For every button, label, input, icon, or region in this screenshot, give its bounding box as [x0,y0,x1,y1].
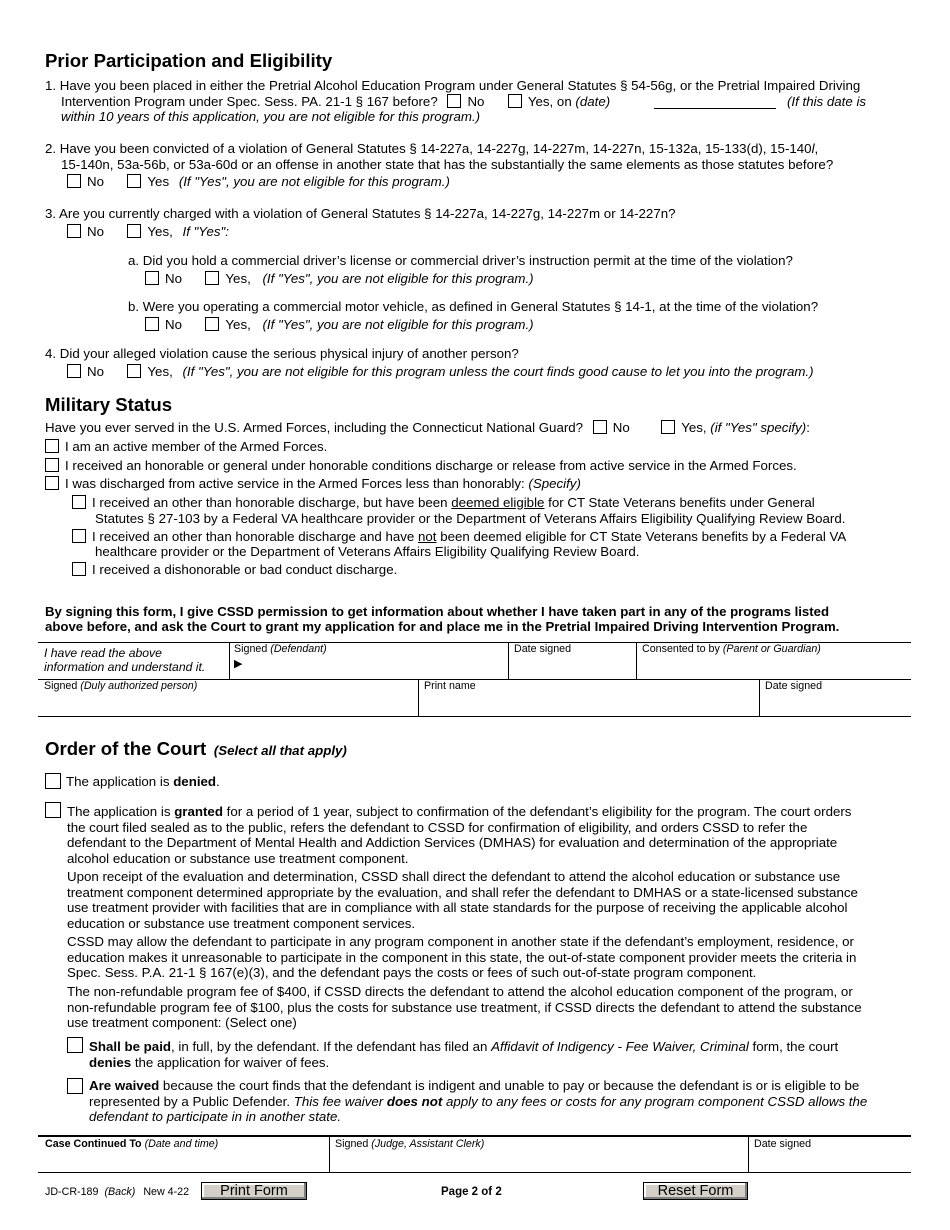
not-deemed-eligible-checkbox[interactable] [72,529,86,543]
q2-no-checkbox[interactable] [67,174,81,188]
fee-paid-checkbox[interactable] [67,1037,83,1053]
guardian-consent-field[interactable]: Consented to by (Parent or Guardian) [642,643,821,655]
deemed-eligible-checkbox[interactable] [72,495,86,509]
military-heading: Military Status [45,394,173,415]
denied-checkbox[interactable] [45,773,61,789]
question-1: 1. Have you been placed in either the Pretrial Alcohol Education Program under General Statutes § 54-56g, or the Pretrial Impaired Driving Intervention Program under Spec. Sess. PA. 21-1 § 167 before? No Yes, on (date) (If this date is within 10 years of this application, you are not eligible for this program.) [45,78,867,125]
print-name-field[interactable]: Print name [424,680,476,692]
q3a-no-checkbox[interactable] [145,271,159,285]
question-4: 4. Did your alleged violation cause the serious physical injury of another person? No Yes, (If "Yes", you are not eligible for this program unless the court finds good cause to let you into the program.) [45,346,814,379]
form-id: JD-CR-189 (Back) New 4-22 [45,1186,190,1198]
arrow-icon: ▶ [234,657,243,670]
order-heading: Order of the Court (Select all that apply) [45,738,347,759]
case-continued-field[interactable]: Case Continued To (Date and time) [45,1138,219,1150]
military-yes-checkbox[interactable] [661,420,675,434]
q4-yes-checkbox[interactable] [127,364,141,378]
military-no-checkbox[interactable] [593,420,607,434]
judge-date-signed-field[interactable]: Date signed [754,1138,812,1150]
less-than-honorable-checkbox[interactable] [45,476,59,490]
judge-signature-field[interactable]: Signed (Judge, Assistant Clerk) [335,1138,485,1150]
q3a-yes-checkbox[interactable] [205,271,219,285]
q1-yes-checkbox[interactable] [508,94,522,108]
discharge-sub-options: I received an other than honorable discharge, but have been deemed eligible for CT State Veterans benefits under General Statutes § 27-103 by a Federal VA healthcare provider or the Department of Veterans Affairs Eligibility Qualifying Review Board. I received an other than honorable discharge and have not been deemed eligible for CT State Veterans benefits by a Federal VA healthcare provider or the Department of Veterans Affairs Eligibility Qualifying Review Board. I received a dishonorable or bad conduct discharge. [72,495,932,578]
reset-form-button[interactable]: Reset Form [643,1182,748,1200]
military-question: Have you ever served in the U.S. Armed Forces, including the Connecticut National Guard? No Yes, (if "Yes" specify): [45,420,810,435]
consent-statement: By signing this form, I give CSSD permission to get information about whether I have taken part in any of the programs listed above before, and ask the Court to grant my application for and place me in the Pretrial Impaired Driving Intervention Program. [45,604,840,635]
q2-yes-checkbox[interactable] [127,174,141,188]
q4-no-checkbox[interactable] [67,364,81,378]
defendant-date-signed-field[interactable]: Date signed [514,643,572,655]
granted-text: The application is granted for a period of 1 year, subject to confirmation of the defendant’s eligibility for the program. The court orders the court filed sealed as to the public, refers the defendant to CSSD for confirmation of eligibility, and orders CSSD to refer the defendant to the Department of Mental Health and Addiction Services (DMHAS) for evaluation and determination of the appropriate alcohol education or substance use treatment component. Upon receipt of the evaluation and determination, CSSD shall direct the defendant to attend the alcohol education or substance use treatment component determined appropriate by the evaluation, and shall refer the defendant to DMHAS or a state-licensed substance use treatment provider with facilities that are in compliance with all state standards for the purpose of receiving the applicable alcohol education or substance use treatment component services. CSSD may allow the defendant to participate in any program component in another state if the defendant’s employment, residence, or education makes it unreasonable to participate in the component in this state, the out-of-state component provider meets the criteria in Spec. Sess. P.A. 21-1 § 167(e)(3), and the defendant pays the costs or fees of such out-of-state program component. The non-refundable program fee of $400, if CSSD directs the defendant to attend the alcohol education component of the program, or non-refundable program fee of $100, plus the costs for substance use treatment, if CSSD directs the defendant to attend the substance use treatment component: (Select one) [67,804,862,1031]
honorable-discharge-checkbox[interactable] [45,458,59,472]
active-member-checkbox[interactable] [45,439,59,453]
question-2: 2. Have you been convicted of a violation of General Statutes § 14-227a, 14-227g, 14-227m, 14-227n, 15-132a, 15-133(d), 15-140l, 15-140n, 53a-56b, or 53a-60d or an offense in another state that has the substantially the same elements as those statutes before? No Yes (If "Yes", you are not eligible for this program.) [45,141,834,190]
page-number: Page 2 of 2 [441,1186,502,1198]
question-3b: b. Were you operating a commercial motor vehicle, as defined in General Statutes § 14-1, at the time of the violation? No Yes, (If "Yes", you are not eligible for this program.) [128,299,819,332]
q3-yes-checkbox[interactable] [127,224,141,238]
print-form-button[interactable]: Print Form [201,1182,307,1200]
defendant-signature-field[interactable]: Signed (Defendant) ▶ [234,643,504,678]
denied-option: The application is denied. [45,773,925,790]
fee-waived-text: Are waived because the court finds that the defendant is indigent and unable to pay or because the defendant is or is eligible to be represented by a Public Defender. This fee waiver does not apply to any fees or costs for any program component CSSD allows the defendant to participate in in another state. [89,1078,868,1125]
q1-no-checkbox[interactable] [447,94,461,108]
granted-checkbox[interactable] [45,802,61,818]
question-3: 3. Are you currently charged with a violation of General Statutes § 14-227a, 14-227g, 14-227m or 14-227n? No Yes, If "Yes": [45,206,676,239]
dishonorable-checkbox[interactable] [72,562,86,576]
fee-waived-checkbox[interactable] [67,1078,83,1094]
authorized-signature-field[interactable]: Signed (Duly authorized person) [44,680,198,692]
q1-date-line[interactable] [654,108,776,109]
q3b-no-checkbox[interactable] [145,317,159,331]
q3-no-checkbox[interactable] [67,224,81,238]
read-statement: I have read the above information and understand it. [44,646,206,675]
prior-heading: Prior Participation and Eligibility [45,50,333,71]
q3b-yes-checkbox[interactable] [205,317,219,331]
military-options: I am an active member of the Armed Forces. I received an honorable or general under honorable conditions discharge or release from active service in the Armed Forces. I was discharged from active service in the Armed Forces less than honorably: (Specify) [45,439,925,494]
fee-paid-text: Shall be paid, in full, by the defendant. If the defendant has filed an Affidavit of Indigency - Fee Waiver, Criminal form, the court denies the application for waiver of fees. [89,1039,839,1070]
authorized-date-signed-field[interactable]: Date signed [765,680,823,692]
question-3a: a. Did you hold a commercial driver’s license or commercial driver’s instruction permit at the time of the violation? No Yes, (If "Yes", you are not eligible for this program.) [128,253,793,286]
